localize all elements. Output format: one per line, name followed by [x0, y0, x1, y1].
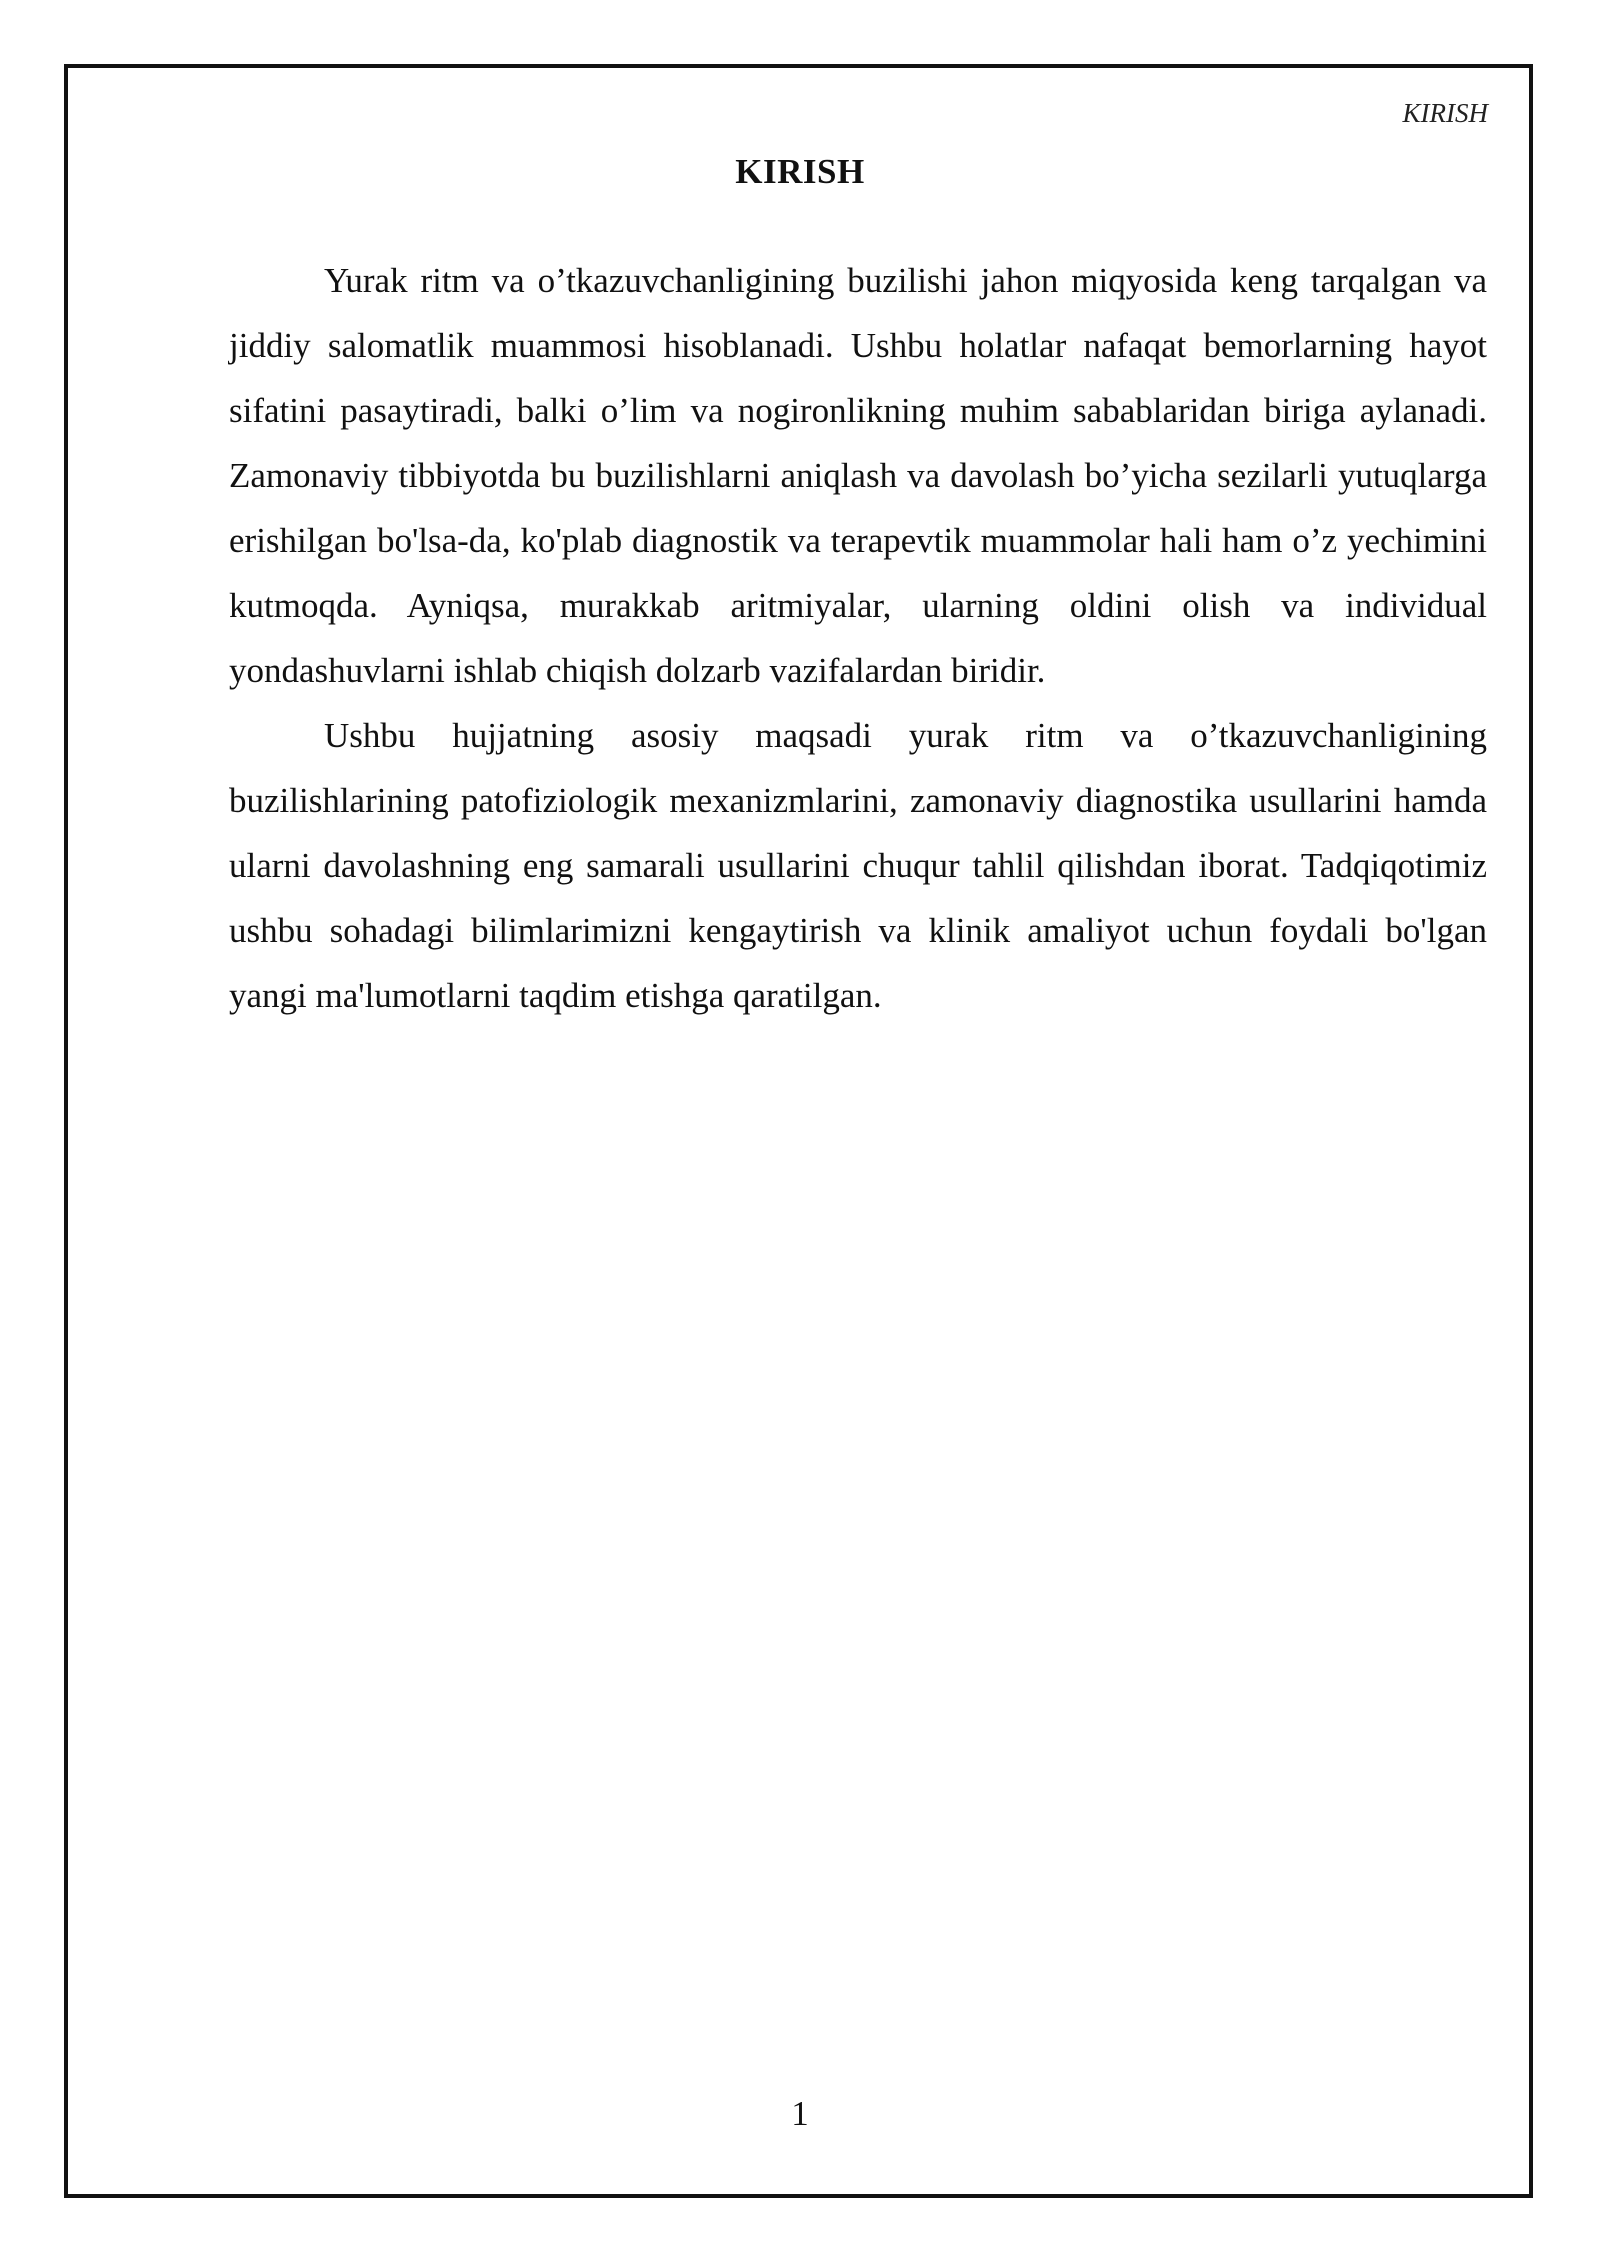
- paragraph: Ushbu hujjatning asosiy maqsadi yurak ritm va o’tkazuvchanligining buzilishlarining patofiziologik mexanizmlarini, zamonaviy diagnostika usullarini hamda ularni davolashning eng samarali usullarini chuqur tahlil qilishdan iborat. Tadqiqotimiz ushbu sohadagi bilimlarimizni kengaytirish va klinik amaliyot uchun foydali bo'lgan yangi ma'lumotlarni taqdim etishga qaratilgan.: [229, 716, 1487, 1015]
- paragraph: Yurak ritm va o’tkazuvchanligining buzilishi jahon miqyosida keng tarqalgan va jiddiy salomatlik muammosi hisoblanadi. Ushbu holatlar nafaqat bemorlarning hayot sifatini pasaytiradi, balki o’lim va nogironlikning muhim sabablaridan biriga aylanadi. Zamonaviy tibbiyotda bu buzilishlarni aniqlash va davolash bo’yicha sezilarli yutuqlarga erishilgan bo'lsa-da, ko'plab diagnostik va terapevtik muammolar hali ham o’z yechimini kutmoqda. Ayniqsa, murakkab aritmiyalar, ularning oldini olish va individual yondashuvlarni ishlab chiqish dolzarb vazifalardan biridir.: [229, 261, 1487, 690]
- running-header: KIRISH: [1402, 98, 1488, 128]
- document-title: KIRISH: [735, 152, 865, 191]
- document-body: [229, 248, 1487, 1028]
- page-number: 1: [791, 2094, 809, 2133]
